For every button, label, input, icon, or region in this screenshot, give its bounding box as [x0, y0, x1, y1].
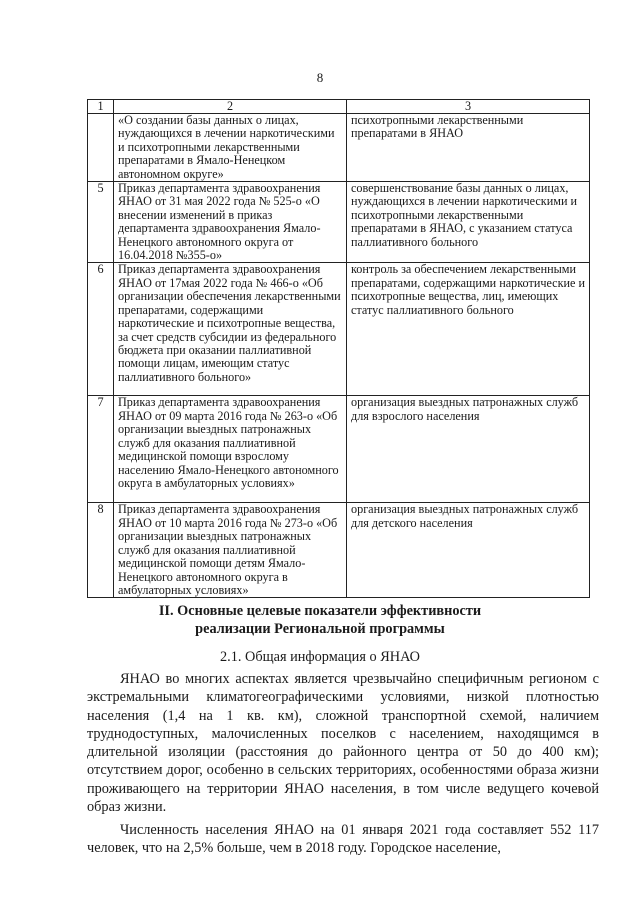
row-document: Приказ департамента здравоохранения ЯНАО от 17мая 2022 года № 466-о «Об организации обеспечения лекарственными препаратами, содержащими наркотические и психотропные вещества, за счет средств субсидии из федерального бюджета при оказании паллиативной помощи лицам, имеющим статус паллиативного больного» [114, 263, 347, 396]
row-number: 8 [88, 503, 114, 598]
table-row [88, 114, 590, 182]
table-header-row [88, 100, 590, 114]
section-title-line-1: II. Основные целевые показатели эффективности [158, 603, 482, 619]
section-title [0, 603, 640, 638]
row-number: 5 [88, 182, 114, 263]
row-purpose: психотропными лекарственными препаратами в ЯНАО [347, 114, 590, 182]
row-number [88, 114, 114, 182]
header-col-3: 3 [347, 100, 590, 114]
row-purpose: организация выездных патронажных служб для взрослого населения [347, 396, 590, 503]
body-paragraph-2: Численность населения ЯНАО на 01 января 2021 года составляет 552 117 человек, что на 2,5% больше, чем в 2018 году. Городское население, [87, 822, 599, 857]
section-title-line-2: реализации Региональной программы [195, 620, 445, 637]
header-col-1: 1 [88, 100, 114, 114]
page-number: 8 [316, 70, 324, 85]
table-row [88, 182, 590, 263]
subsection-title: 2.1. Общая информация о ЯНАО [219, 649, 421, 665]
body-paragraph-1: ЯНАО во многих аспектах является чрезвычайно специфичным регионом с экстремальными климатогеографическими условиями, низкой плотностью населения (1,4 на 1 кв. км), сложной транспортной схемой, наличием труднодоступных, малочисленных поселков с населением, находящимся в длительной изоляции (расстояния до районного центра от 50 до 400 км); отсутствием дорог, особенно в сельских территориях, особенностями образа жизни проживающего на территории ЯНАО населения, в том числе ведущего кочевой образ жизни. [87, 671, 599, 816]
row-number: 7 [88, 396, 114, 503]
header-col-2: 2 [114, 100, 347, 114]
row-purpose: организация выездных патронажных служб для детского населения [347, 503, 590, 598]
table-row [88, 263, 590, 396]
row-purpose: совершенствование базы данных о лицах, нуждающихся в лечении наркотическими и психотропными лекарственными препаратами в ЯНАО, с указанием статуса паллиативного больного [347, 182, 590, 263]
row-document: Приказ департамента здравоохранения ЯНАО от 31 мая 2022 года № 525-о «О внесении изменений в приказ департамента здравоохранения Ямало-Ненецкого автономного округа от 16.04.2018 №355-о» [114, 182, 347, 263]
row-number: 6 [88, 263, 114, 396]
row-document: Приказ департамента здравоохранения ЯНАО от 10 марта 2016 года № 273-о «Об организации выездных патронажных служб для оказания паллиативной медицинской помощи детям Ямало-Ненецкого автономного округа в амбулаторных условиях» [114, 503, 347, 598]
row-document: Приказ департамента здравоохранения ЯНАО от 09 марта 2016 года № 263-о «Об организации выездных патронажных служб для оказания паллиативной медицинской помощи взрослому населению Ямало-Ненецкого автономного округа в амбулаторных условиях» [114, 396, 347, 503]
table-row [88, 503, 590, 598]
row-document: «О создании базы данных о лицах, нуждающихся в лечении наркотическими и психотропными лекарственными препаратами в Ямало-Ненецком автономном округе» [114, 114, 347, 182]
documents-table [87, 99, 590, 598]
row-purpose: контроль за обеспечением лекарственными препаратами, содержащими наркотические и психотропные вещества, лиц, имеющих статус паллиативного больного [347, 263, 590, 396]
table-row [88, 396, 590, 503]
